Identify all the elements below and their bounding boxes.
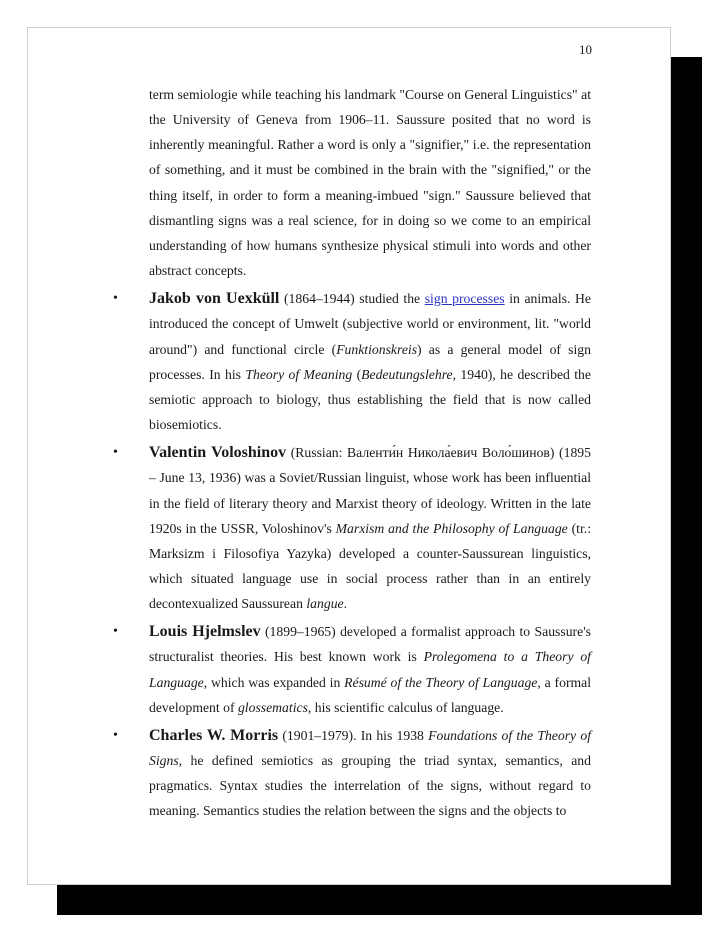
- italic-title: Marxism and the Philosophy of Language: [335, 520, 568, 536]
- italic-title: Theory of Meaning: [245, 366, 353, 382]
- page-body: [113, 82, 592, 824]
- item-text: , a formal development of: [149, 674, 592, 715]
- item-text: he defined semiotics as grouping the triad syntax, semantics, and pragmatics. Syntax studies the interrelation of the signs, without regard to meaning. Semantics studies the relation between the signs and the objects to: [149, 753, 591, 819]
- item-text: (1901–1979). In his 1938: [278, 727, 429, 743]
- list-item-morris: [113, 723, 591, 824]
- italic-title: Bedeutungslehre: [361, 366, 453, 382]
- list-item-hjelmslev: [113, 619, 592, 720]
- sign-processes-link[interactable]: sign processes: [424, 291, 505, 307]
- item-text: , which was expanded in: [203, 674, 345, 690]
- intro-paragraph: [149, 82, 591, 283]
- item-text: , his scientific calculus of language.: [307, 699, 504, 715]
- item-text: (tr.: Marksizm i Filosofiya Yazyka) developed a counter-Saussurean linguistics, which situated language use in social process rather than in an entirely decontexualized Saussurean: [149, 520, 591, 612]
- item-text: ) as a general model of sign processes. In his: [149, 341, 591, 382]
- item-text: (1864–1944) studied the: [279, 291, 425, 307]
- item-text: .: [343, 596, 348, 612]
- person-name: Jakob von Uexküll: [149, 290, 280, 308]
- bullet-icon: •: [113, 291, 118, 307]
- bullet-icon: •: [113, 727, 118, 743]
- person-name: Charles W. Morris: [149, 726, 279, 744]
- page-number: 10: [579, 42, 592, 57]
- item-text: (1899–1965) developed a formalist approach to Saussure's structuralist theories. His best known work is: [149, 624, 591, 665]
- italic-term: langue: [306, 596, 344, 612]
- intro-text: term semiologie while teaching his landmark "Course on General Linguistics" at the University of Geneva from 1906–11. Saussure posited that no word is inherently meaningful. Rather a word is only a "signifier," i.e. the representation of something, and it must be combined in the brain with the "signified," or the thing itself, in order to form a meaning-imbued "sign." Saussure believed that dismantling signs was a real science, for in doing so we come to an empirical understanding of how humans synthesize physical stimuli into words and other abstract concepts.: [149, 87, 591, 279]
- list-item-voloshinov: [113, 440, 591, 616]
- item-text: , 1940), he described the semiotic approach to biology, thus establishing the field that is now called biosemiotics.: [149, 366, 591, 433]
- italic-term: glossematics: [237, 699, 308, 715]
- list-item-uexkull: [113, 286, 591, 437]
- person-name: Valentin Voloshinov: [149, 444, 287, 462]
- item-text: in animals. He introduced the concept of Umwelt (subjective world or environment, lit. "world around") and functional circle (: [149, 291, 591, 357]
- bullet-icon: •: [113, 624, 118, 640]
- item-text: (: [352, 366, 362, 382]
- italic-title: Foundations of the Theory of Signs,: [149, 727, 591, 769]
- italic-title: Prolegomena to a Theory of Language: [149, 649, 591, 690]
- bullet-icon: •: [113, 445, 118, 461]
- item-text: (Russian: Валенти́н Никола́евич Воло́шинов) (1895 – June 13, 1936) was a Soviet/Russian linguist, whose work has been influential in the field of literary theory and Marxist theory of ideology. Written in the late 1920s in the USSR, Voloshinov's: [149, 445, 591, 536]
- italic-term: Funktionskreis: [336, 341, 418, 357]
- italic-title: Résumé of the Theory of Language: [344, 674, 538, 690]
- person-name: Louis Hjelmslev: [149, 623, 261, 641]
